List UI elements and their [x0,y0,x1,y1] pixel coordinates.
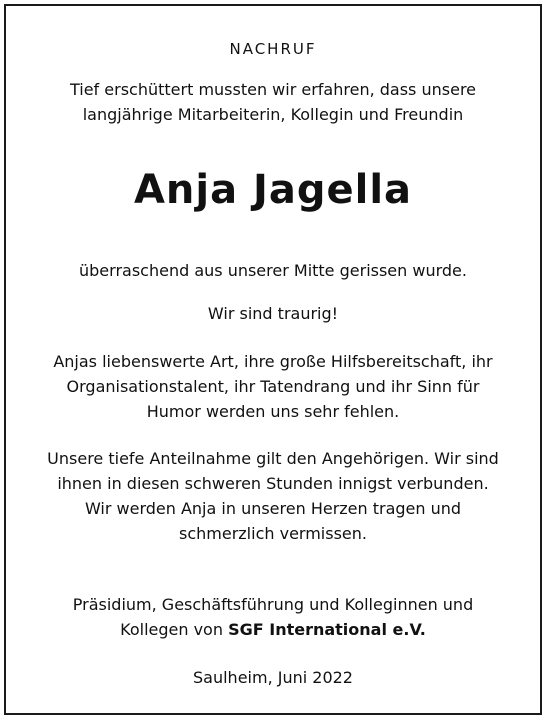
condolence-line-2: ihnen in diesen schweren Stunden innigst verbunden. [57,474,489,493]
sad-line: Wir sind traurig! [207,304,339,323]
obituary-notice [4,4,542,715]
signature-line-2 [6,618,540,642]
place-date: Saulheim, Juni 2022 [193,668,353,687]
deceased-name: Anja Jagella [133,167,413,213]
organization-name: SGF International e.V. [228,620,426,639]
intro-line-2: langjährige Mitarbeiterin, Kollegin und Freundin [82,105,464,124]
notice-heading: NACHRUF [229,40,317,58]
tribute-line-1: Anjas liebenswerte Art, ihre große Hilfsbereitschaft, ihr [53,352,493,371]
intro-line-1: Tief erschüttert mussten wir erfahren, dass unsere [69,80,477,99]
tribute-line-2: Organisationstalent, ihr Tatendrang und ihr Sinn für [66,377,480,396]
condolence-line-1: Unsere tiefe Anteilnahme gilt den Angehörigen. Wir sind [47,449,499,468]
condolence-line-3: Wir werden Anja in unseren Herzen tragen und [84,499,462,518]
after-name-line: überraschend aus unserer Mitte gerissen wurde. [79,261,467,280]
tribute-line-3: Humor werden uns sehr fehlen. [146,402,400,421]
signature-prefix: Kollegen von [120,620,229,639]
signature-line-1: Präsidium, Geschäftsführung und Kolleginnen und [72,595,474,614]
condolence-line-4: schmerzlich vermissen. [179,524,367,543]
